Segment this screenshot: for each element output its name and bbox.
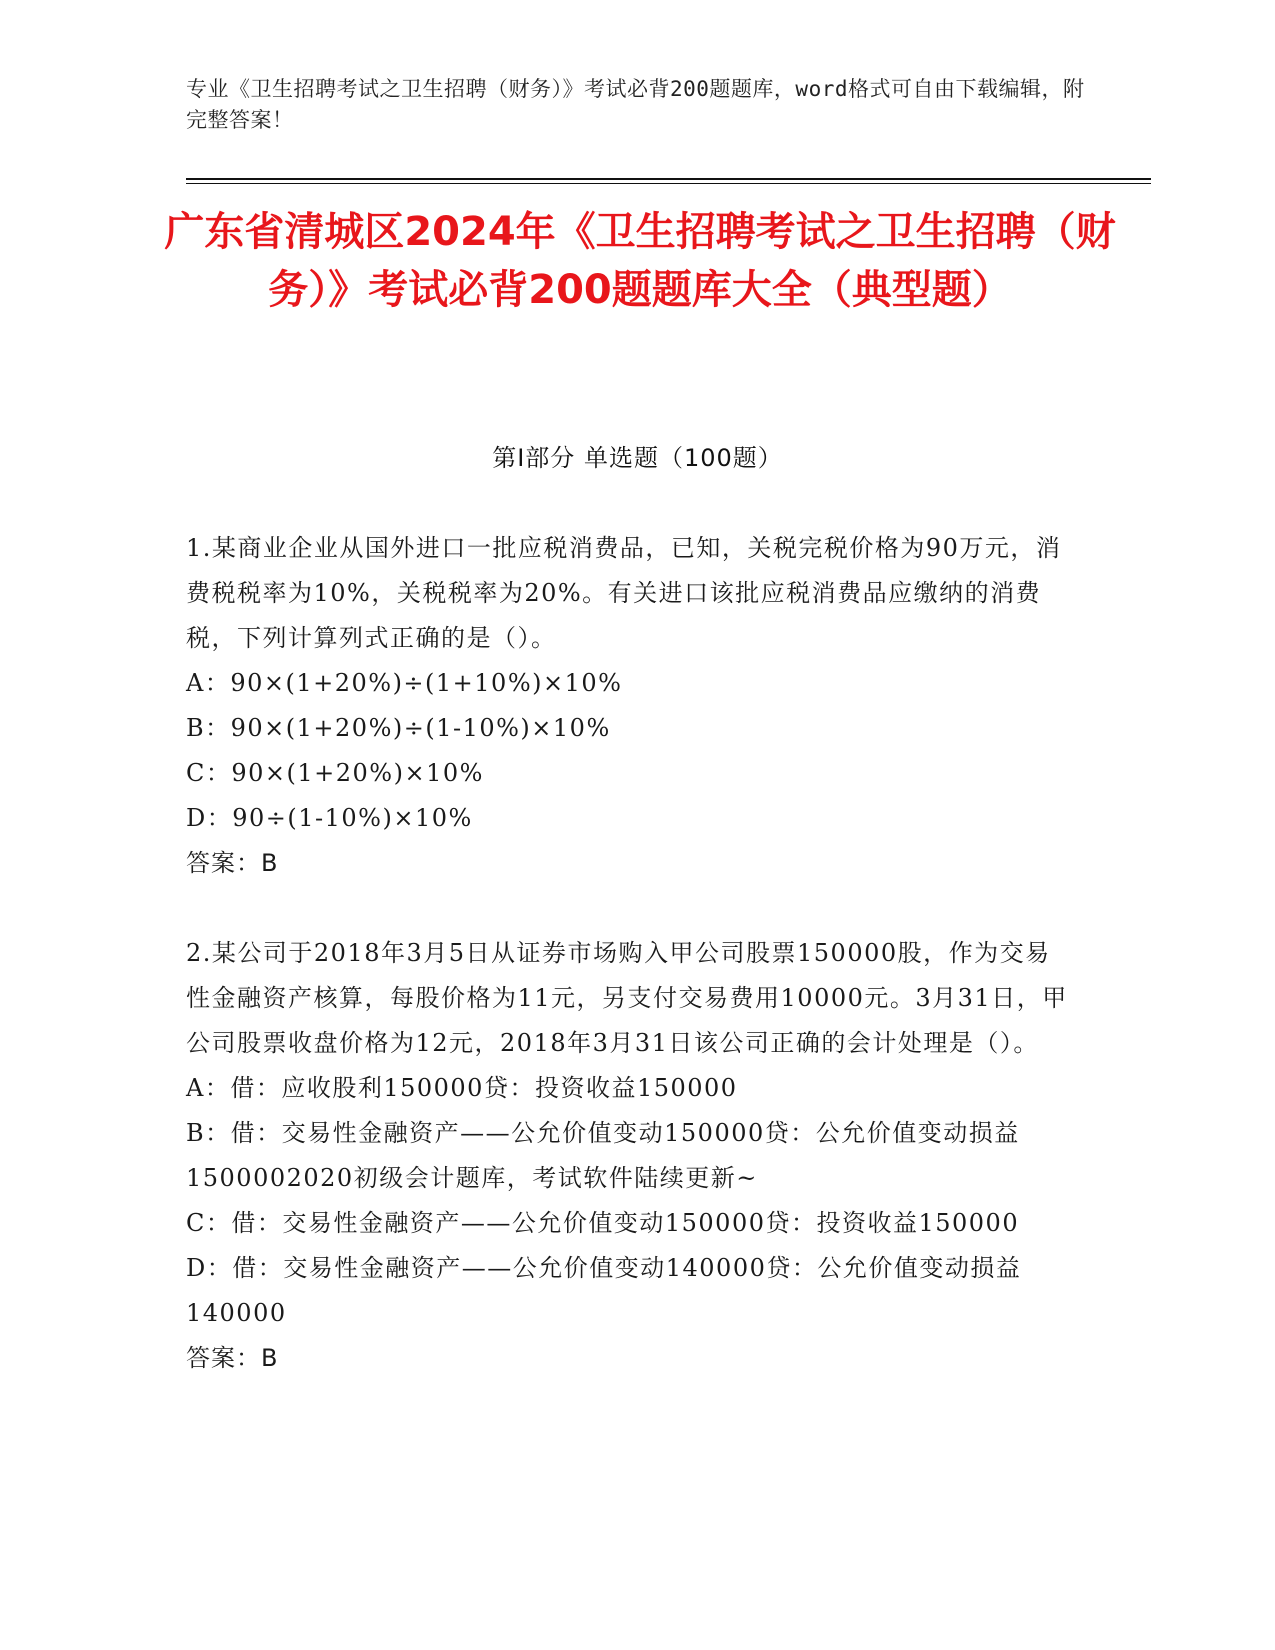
document-title: 广东省清城区2024年《卫生招聘考试之卫生招聘（财务）》考试必背200题题库大全（典型题） (164, 209, 1116, 313)
question-stem: 2.某公司于2018年3月5日从证券市场购入甲公司股票150000股，作为交易性金融资产核算，每股价格为11元，另支付交易费用10000元。3月31日，甲公司股票收盘价格为12元，2018年3月31日该公司正确的会计处理是（）。 (186, 939, 1068, 1057)
option-c: C：90×(1+20%)×10% (186, 759, 484, 787)
section-title: 第I部分 单选题（100题） (492, 444, 783, 472)
option-b: B：借：交易性金融资产——公允价值变动150000贷：公允价值变动损益1500002020初级会计题库，考试软件陆续更新~ (186, 1119, 1020, 1192)
question-stem: 1.某商业企业从国外进口一批应税消费品，已知，关税完税价格为90万元，消费税税率为10%，关税税率为20%。有关进口该批应税消费品应缴纳的消费税，下列计算列式正确的是（）。 (186, 534, 1062, 652)
option-a: A：借：应收股利150000贷：投资收益150000 (186, 1074, 738, 1102)
question-1 (186, 526, 1076, 886)
option-c: C：借：交易性金融资产——公允价值变动150000贷：投资收益150000 (186, 1209, 1020, 1237)
option-b: B：90×(1+20%)÷(1-10%)×10% (186, 714, 611, 742)
answer-line: 答案：B (186, 1344, 279, 1372)
question-2 (186, 931, 1076, 1381)
header-note: 专业《卫生招聘考试之卫生招聘（财务）》考试必背200题题库，word格式可自由下载编辑，附完整答案！ (186, 77, 1085, 132)
header-divider-thick (186, 178, 1151, 180)
answer-line: 答案：B (186, 849, 279, 877)
header-divider-thin (186, 183, 1151, 184)
option-a: A：90×(1+20%)÷(1+10%)×10% (186, 669, 623, 697)
option-d: D：借：交易性金融资产——公允价值变动140000贷：公允价值变动损益140000 (186, 1254, 1022, 1327)
option-d: D：90÷(1-10%)×10% (186, 804, 473, 832)
